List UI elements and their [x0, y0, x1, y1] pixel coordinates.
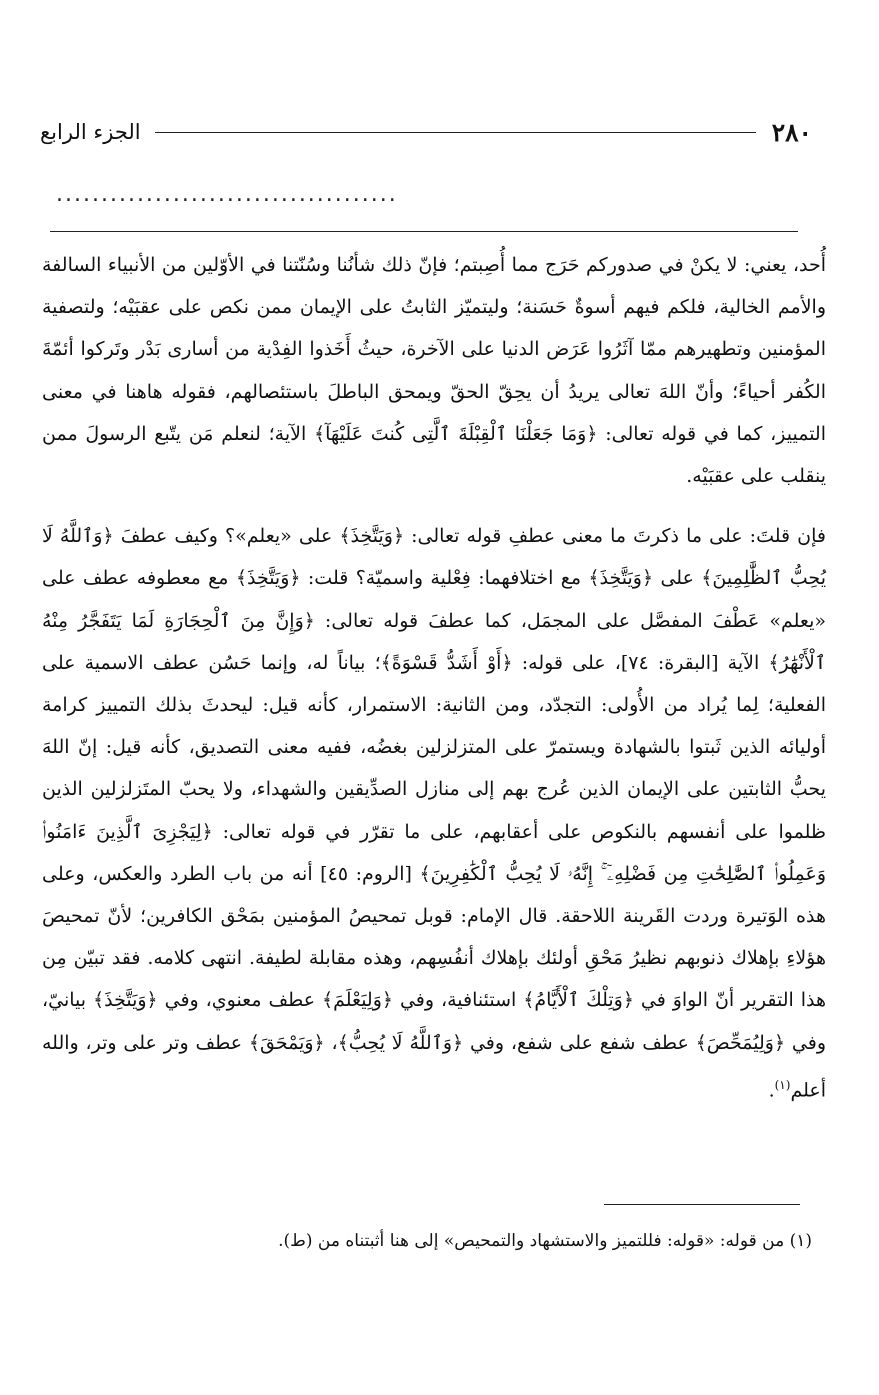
top-rule [50, 231, 798, 232]
paragraph-1: أُحد، يعني: لا يكنْ في صدوركم حَرَج مما أُصِبتم؛ فإنّ ذلك شأنُنا وسُنّتنا في الأوّلين من الأنبياء السالفة والأمم الخالية، فلكم فيهم أسوةٌ حَسَنة؛ وليتميّز الثابتُ على الإيمان ممن نكص على عقبَيْه؛ ولتصفية المؤمنين وتطهيرهم ممّا آثَرُوا عَرَض الدنيا على الآخرة، حيثُ أَخَذوا الفِدْية من أسارى بَدْر وتَركوا أئمّةَ الكُفر أحياءً؛ وأنّ اللهَ تعالى يريدُ أن يحِقّ الحقّ ويمحق الباطلَ باستئصالهم، فقوله هاهنا في معنى التمييز، كما في قوله تعالى: ﴿وَمَا جَعَلْنَا ٱلْقِبْلَةَ ٱلَّتِى كُنتَ عَلَيْهَآ﴾ الآية؛ لنعلم مَن يتّبع الرسولَ ممن ينقلب على عقبَيْه. [42, 254, 826, 488]
running-title: الجزء الرابع [40, 120, 141, 144]
main-text [42, 244, 826, 1111]
footnote: (١) من قوله: «قوله: فللتميز والاستشهاد والتمحيص» إلى هنا أثبتناه من (ط). [278, 1231, 812, 1251]
dotted-separator: ...................................... [56, 182, 398, 207]
page-header [40, 112, 812, 152]
header-rule [155, 132, 756, 133]
paragraph-2-text: فإن قلتَ: على ما ذكرتَ ما معنى عطفِ قوله تعالى: ﴿وَيَتَّخِذَ﴾ على «يعلم»؟ وكيف عطفَ ﴿وَٱللَّهُ لَا يُحِبُّ ٱلظَّٰلِمِينَ﴾ على ﴿وَيَتَّخِذَ﴾ مع اختلافهما: فِعْلية واسميّة؟ قلت: ﴿وَيَتَّخِذَ﴾ مع معطوفه عطف على «يعلم» عَطْفَ المفصَّل على المجمَل، كما عطفَ قوله تعالى: ﴿وَإِنَّ مِنَ ٱلْحِجَارَةِ لَمَا يَتَفَجَّرُ مِنْهُ ٱلْأَنْهَٰرُ﴾ الآية [البقرة: ٧٤]، على قوله: ﴿أَوْ أَشَدُّ قَسْوَةً﴾؛ بياناً له، وإنما حَسُن عطف الاسمية على الفعلية؛ لِما يُراد من الأُولى: التجدّد، ومن الثانية: الاستمرار، كأنه قيل: ليحدثَ بذلك التمييز كرامة أوليائه الذين ثَبتوا بالشهادة ويستمرّ على المتزلزلين بغضُه، ففيه معنى التصديق، كأنه قيل: إنّ اللهَ يحبُّ الثابتين على الإيمان الذين عُرج بهم إلى منازل الصدِّيقين والشهداء، ولا يحبّ المتَزلزلين الذين ظلموا على أنفسهم بالنكوص على أعقابهم، على ما تقرّر في قوله تعالى: ﴿لِيَجْزِىَ ٱلَّذِينَ ءَامَنُوا۟ وَعَمِلُوا۟ ٱلصَّٰلِحَٰتِ مِن فَضْلِهِۦٓ ۚ إِنَّهُۥ لَا يُحِبُّ ٱلْكَٰفِرِينَ﴾ [الروم: ٤٥] أنه من باب الطرد والعكس، وعلى هذه الوَتيرة وردت القَرينة اللاحقة. قال الإمام: قوبل تمحيصُ المؤمنين بمَحْق الكافرين؛ لأنّ تمحيصَ هؤلاءِ بإهلاك ذنوبهم نظيرُ مَحْقِ أولئك بإهلاك أنفُسِهم، وهذه مقابلة لطيفة. انتهى كلامه. فقد تبيّن مِن هذا التقرير أنّ الواوَ في ﴿وَتِلْكَ ٱلْأَيَّامُ﴾ استئنافية، وفي ﴿وَلِيَعْلَمَ﴾ عطف معنوي، وفي ﴿وَيَتَّخِذَ﴾ بيانيّ، وفي ﴿وَلِيُمَحِّصَ﴾ عطف شفع على شفع، وفي ﴿وَٱللَّهُ لَا يُحِبُّ﴾، ﴿وَيَمْحَقَ﴾ عطف وتر على وتر، والله أعلم [42, 525, 826, 1102]
footnote-reference[interactable]: (١) [774, 1077, 791, 1092]
footnote-rule [604, 1204, 800, 1205]
paragraph-2: فإن قلتَ: على ما ذكرتَ ما معنى عطفِ قوله تعالى: ﴿وَيَتَّخِذَ﴾ على «يعلم»؟ وكيف عطفَ ﴿وَٱللَّهُ لَا يُحِبُّ ٱلظَّٰلِمِينَ﴾ على ﴿وَيَتَّخِذَ﴾ مع اختلافهما: فِعْلية واسميّة؟ قلت: ﴿وَيَتَّخِذَ﴾ مع معطوفه عطف على «يعلم» عَطْفَ المفصَّل على المجمَل، كما عطفَ قوله تعالى: ﴿وَإِنَّ مِنَ ٱلْحِجَارَةِ لَمَا يَتَفَجَّرُ مِنْهُ ٱلْأَنْهَٰرُ﴾ الآية [البقرة: ٧٤]، على قوله: ﴿أَوْ أَشَدُّ قَسْوَةً﴾؛ بياناً له، وإنما حَسُن عطف الاسمية على الفعلية؛ لِما يُراد من الأُولى: التجدّد، ومن الثانية: الاستمرار، كأنه قيل: ليحدثَ بذلك التمييز كرامة أوليائه الذين ثَبتوا بالشهادة ويستمرّ على المتزلزلين بغضُه، ففيه معنى التصديق، كأنه قيل: إنّ اللهَ يحبُّ الثابتين على الإيمان الذين عُرج بهم إلى منازل الصدِّيقين والشهداء، ولا يحبّ المتَزلزلين الذين ظلموا على أنفسهم بالنكوص على أعقابهم، على ما تقرّر في قوله تعالى: ﴿لِيَجْزِىَ ٱلَّذِينَ ءَامَنُوا۟ وَعَمِلُوا۟ ٱلصَّٰلِحَٰتِ مِن فَضْلِهِۦٓ ۚ إِنَّهُۥ لَا يُحِبُّ ٱلْكَٰفِرِينَ﴾ [الروم: ٤٥] أنه من باب الطرد والعكس، وعلى هذه الوَتيرة وردت القَرينة اللاحقة. قال الإمام: قوبل تمحيصُ المؤمنين بمَحْق الكافرين؛ لأنّ تمحيصَ هؤلاءِ بإهلاك ذنوبهم نظيرُ مَحْقِ أولئك بإهلاك أنفُسِهم، وهذه مقابلة لطيفة. انتهى كلامه. فقد تبيّن مِن هذا التقرير أنّ الواوَ في ﴿وَتِلْكَ ٱلْأَيَّامُ﴾ استئنافية، وفي ﴿وَلِيَعْلَمَ﴾ عطف معنوي، وفي ﴿وَيَتَّخِذَ﴾ بيانيّ، وفي ﴿وَلِيُمَحِّصَ﴾ عطف شفع على شفع، وفي ﴿وَٱللَّهُ لَا يُحِبُّ﴾، ﴿وَيَمْحَقَ﴾ عطف وتر على وتر، والله أعلم$^{(١)}$. [42, 525, 826, 1102]
page-number: ٢٨٠ [771, 117, 812, 147]
